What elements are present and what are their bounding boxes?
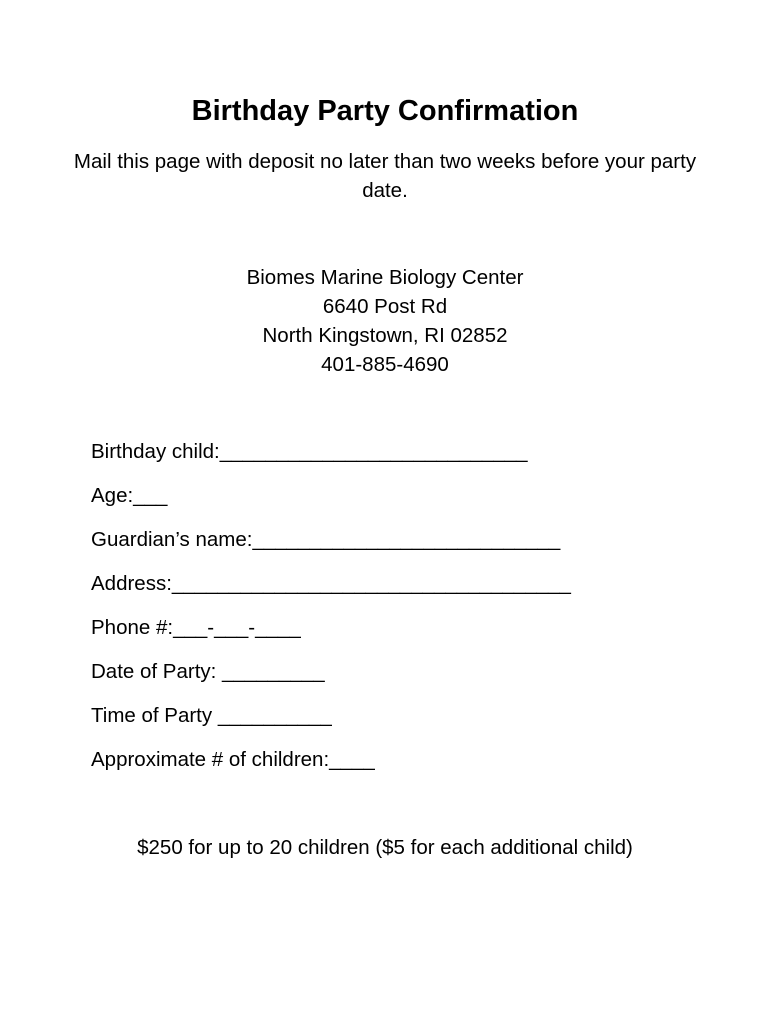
children-count-field: Approximate # of children:____ xyxy=(91,748,375,771)
phone-field: Phone #:___-___-____ xyxy=(91,616,301,639)
mailing-address xyxy=(0,263,770,379)
center-name: Biomes Marine Biology Center xyxy=(246,266,524,289)
party-date-field: Date of Party: _________ xyxy=(91,660,325,683)
address-field: Address:___________________________________ xyxy=(91,572,571,595)
city-state-zip: North Kingstown, RI 02852 xyxy=(262,324,508,347)
page-title: Birthday Party Confirmation xyxy=(191,95,579,127)
center-phone: 401-885-4690 xyxy=(321,353,449,376)
pricing-note: $250 for up to 20 children ($5 for each additional child) xyxy=(137,836,633,859)
birthday-child-field: Birthday child:___________________________ xyxy=(91,440,528,463)
form-fields xyxy=(91,437,571,789)
age-field: Age:___ xyxy=(91,484,168,507)
guardian-name-field: Guardian’s name:___________________________ xyxy=(91,528,561,551)
street-address: 6640 Post Rd xyxy=(322,295,448,318)
mailing-instructions: Mail this page with deposit no later than two weeks before your party date. xyxy=(73,150,697,202)
party-time-field: Time of Party __________ xyxy=(91,704,332,727)
